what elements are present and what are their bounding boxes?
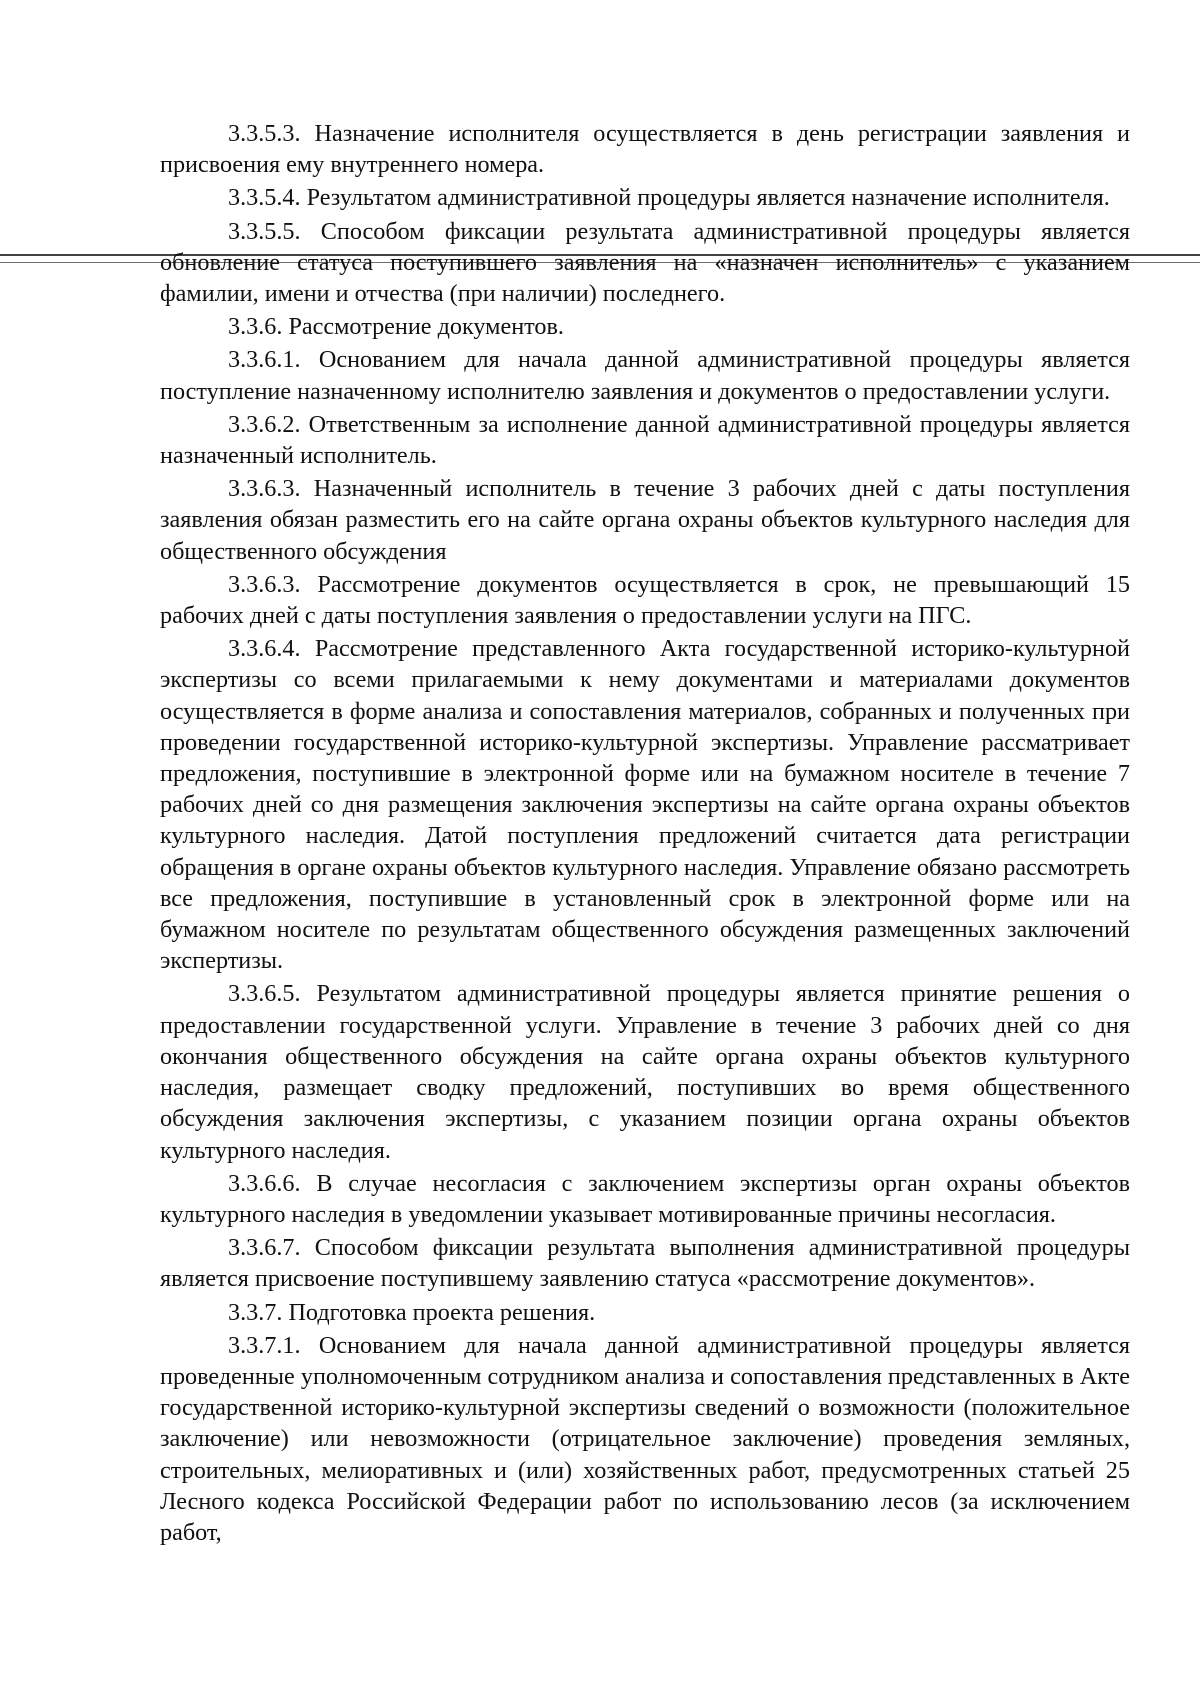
paragraph-3-3-6-3-b: 3.3.6.3. Рассмотрение документов осуществляется в срок, не превышающий 15 рабочих дней с даты поступления заявления о предоставлении услуги на ПГС.: [160, 570, 1130, 630]
paragraph-3-3-6-3-a: 3.3.6.3. Назначенный исполнитель в течение 3 рабочих дней с даты поступления заявления обязан разместить его на сайте органа охраны объектов культурного наследия для общественного обсуждения: [160, 475, 1130, 565]
paragraph-3-3-6-5: 3.3.6.5. Результатом административной процедуры является принятие решения о предоставлении государственной услуги. Управление в течение 3 рабочих дней со дня окончания общественного обсуждения на сайте органа охраны объектов культурного наследия, размещает сводку предложений, поступивших во время общественного обсуждения заключения экспертизы, с указанием позиции органа охраны объектов культурного наследия.: [160, 980, 1130, 1164]
section-heading-3-3-7: 3.3.7. Подготовка проекта решения.: [228, 1298, 596, 1326]
section-heading-3-3-6: 3.3.6. Рассмотрение документов.: [228, 313, 564, 341]
paragraph-3-3-5-3: 3.3.5.3. Назначение исполнителя осуществляется в день регистрации заявления и присвоения ему внутреннего номера.: [160, 120, 1130, 179]
paragraph-3-3-6-4: 3.3.6.4. Рассмотрение представленного Акта государственной историко-культурной экспертизы со всеми прилагаемыми к нему документами и материалами документов осуществляется в форме анализа и сопоставления материалов, собранных и полученных при проведении государственной историко-культурной экспертизы. Управление рассматривает предложения, поступившие в электронной форме или на бумажном носителе в течение 7 рабочих дней со дня размещения заключения экспертизы на сайте органа охраны объектов культурного наследия. Датой поступления предложений считается дата регистрации обращения в органе охраны объектов культурного наследия. Управление обязано рассмотреть все предложения, поступившие в установленный срок в электронной форме или на бумажном носителе по результатам общественного обсуждения размещенных заключений экспертизы.: [160, 635, 1130, 975]
paragraph-3-3-5-4: 3.3.5.4. Результатом административной процедуры является назначение исполнителя.: [228, 184, 1110, 212]
paragraph-3-3-7-1: 3.3.7.1. Основанием для начала данной административной процедуры является проведенные уполномоченным сотрудником анализа и сопоставления представленных в Акте государственной историко-культурной экспертизы сведений о возможности (положительное заключение) или невозможности (отрицательное заключение) проведения земляных, строительных, мелиоративных и (или) хозяйственных работ, предусмотренных статьей 25 Лесного кодекса Российской Федерации работ по использованию лесов (за исключением работ,: [160, 1331, 1130, 1546]
document-body: [160, 118, 1130, 1548]
paragraph-3-3-6-2: 3.3.6.2. Ответственным за исполнение данной административной процедуры является назначенный исполнитель.: [160, 410, 1130, 470]
paragraph-3-3-6-1: 3.3.6.1. Основанием для начала данной административной процедуры является поступление назначенному исполнителю заявления и документов о предоставлении услуги.: [160, 346, 1130, 405]
paragraph-3-3-5-5: 3.3.5.5. Способом фиксации результата административной процедуры является обновление статуса поступившего заявления на «назначен исполнитель» с указанием фамилии, имени и отчества (при наличии) последнего.: [160, 217, 1130, 308]
paragraph-3-3-6-7: 3.3.6.7. Способом фиксации результата выполнения административной процедуры является присвоение поступившему заявлению статуса «рассмотрение документов».: [160, 1234, 1130, 1293]
paragraph-3-3-6-6: 3.3.6.6. В случае несогласия с заключением экспертизы орган охраны объектов культурного наследия в уведомлении указывает мотивированные причины несогласия.: [160, 1169, 1130, 1228]
